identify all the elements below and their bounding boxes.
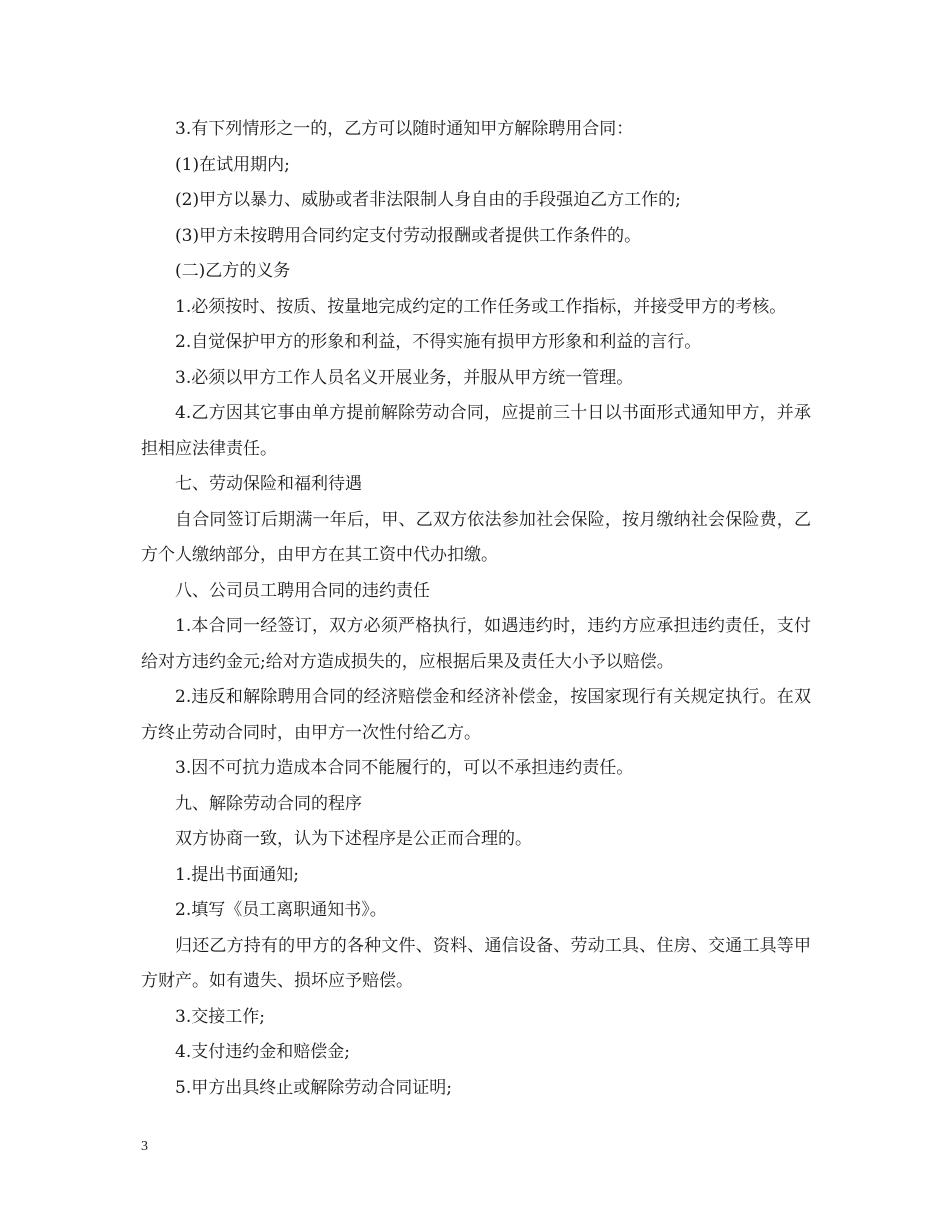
paragraph: 3.必须以甲方工作人员名义开展业务，并服从甲方统一管理。 <box>175 367 634 388</box>
page-number: 3 <box>141 1139 148 1154</box>
section-heading: 九、解除劳动合同的程序 <box>175 793 362 814</box>
paragraph: 双方协商一致，认为下述程序是公正而合理的。 <box>175 829 532 849</box>
paragraph: 4.支付违约金和赔偿金; <box>175 1042 350 1062</box>
paragraph: 5.甲方出具终止或解除劳动合同证明; <box>175 1077 452 1098</box>
document-body <box>141 112 811 1106</box>
paragraph: 自合同签订后期满一年后，甲、乙双方依法参加社会保险，按月缴纳社会保险费，乙方个人缴纳部分，由甲方在其工资中代办扣缴。 <box>141 509 811 565</box>
paragraph: 2.违反和解除聘用合同的经济赔偿金和经济补偿金，按国家现行有关规定执行。在双方终止劳动合同时，由甲方一次性付给乙方。 <box>141 687 811 743</box>
section-heading: 七、劳动保险和福利待遇 <box>175 474 362 494</box>
paragraph: 3.交接工作; <box>175 1006 265 1027</box>
paragraph: 1.本合同一经签订，双方必须严格执行，如遇违约时，违约方应承担违约责任，支付给对方违约金元;给对方造成损失的，应根据后果及责任大小予以赔偿。 <box>141 616 811 672</box>
paragraph: (1)在试用期内; <box>175 154 290 175</box>
paragraph: 3.有下列情形之一的，乙方可以随时通知甲方解除聘用合同： <box>175 119 634 139</box>
paragraph: 1.提出书面通知; <box>175 864 299 885</box>
section-heading: (二)乙方的义务 <box>175 261 291 281</box>
paragraph: 3.因不可抗力造成本合同不能履行的，可以不承担违约责任。 <box>175 758 634 778</box>
paragraph: (2)甲方以暴力、威胁或者非法限制人身自由的手段强迫乙方工作的; <box>175 190 681 210</box>
paragraph: 1.必须按时、按质、按量地完成约定的工作任务或工作指标，并接受甲方的考核。 <box>175 296 787 317</box>
section-heading: 八、公司员工聘用合同的违约责任 <box>175 580 430 601</box>
paragraph: (3)甲方未按聘用合同约定支付劳动报酬或者提供工作条件的。 <box>175 225 642 246</box>
paragraph: 2.填写《员工离职通知书》。 <box>175 900 387 920</box>
paragraph: 2.自觉保护甲方的形象和利益，不得实施有损甲方形象和利益的言行。 <box>175 332 702 352</box>
paragraph: 4.乙方因其它事由单方提前解除劳动合同，应提前三十日以书面形式通知甲方，并承担相应法律责任。 <box>141 403 811 459</box>
paragraph: 归还乙方持有的甲方的各种文件、资料、通信设备、劳动工具、住房、交通工具等甲方财产。如有遗失、损坏应予赔偿。 <box>141 935 811 991</box>
